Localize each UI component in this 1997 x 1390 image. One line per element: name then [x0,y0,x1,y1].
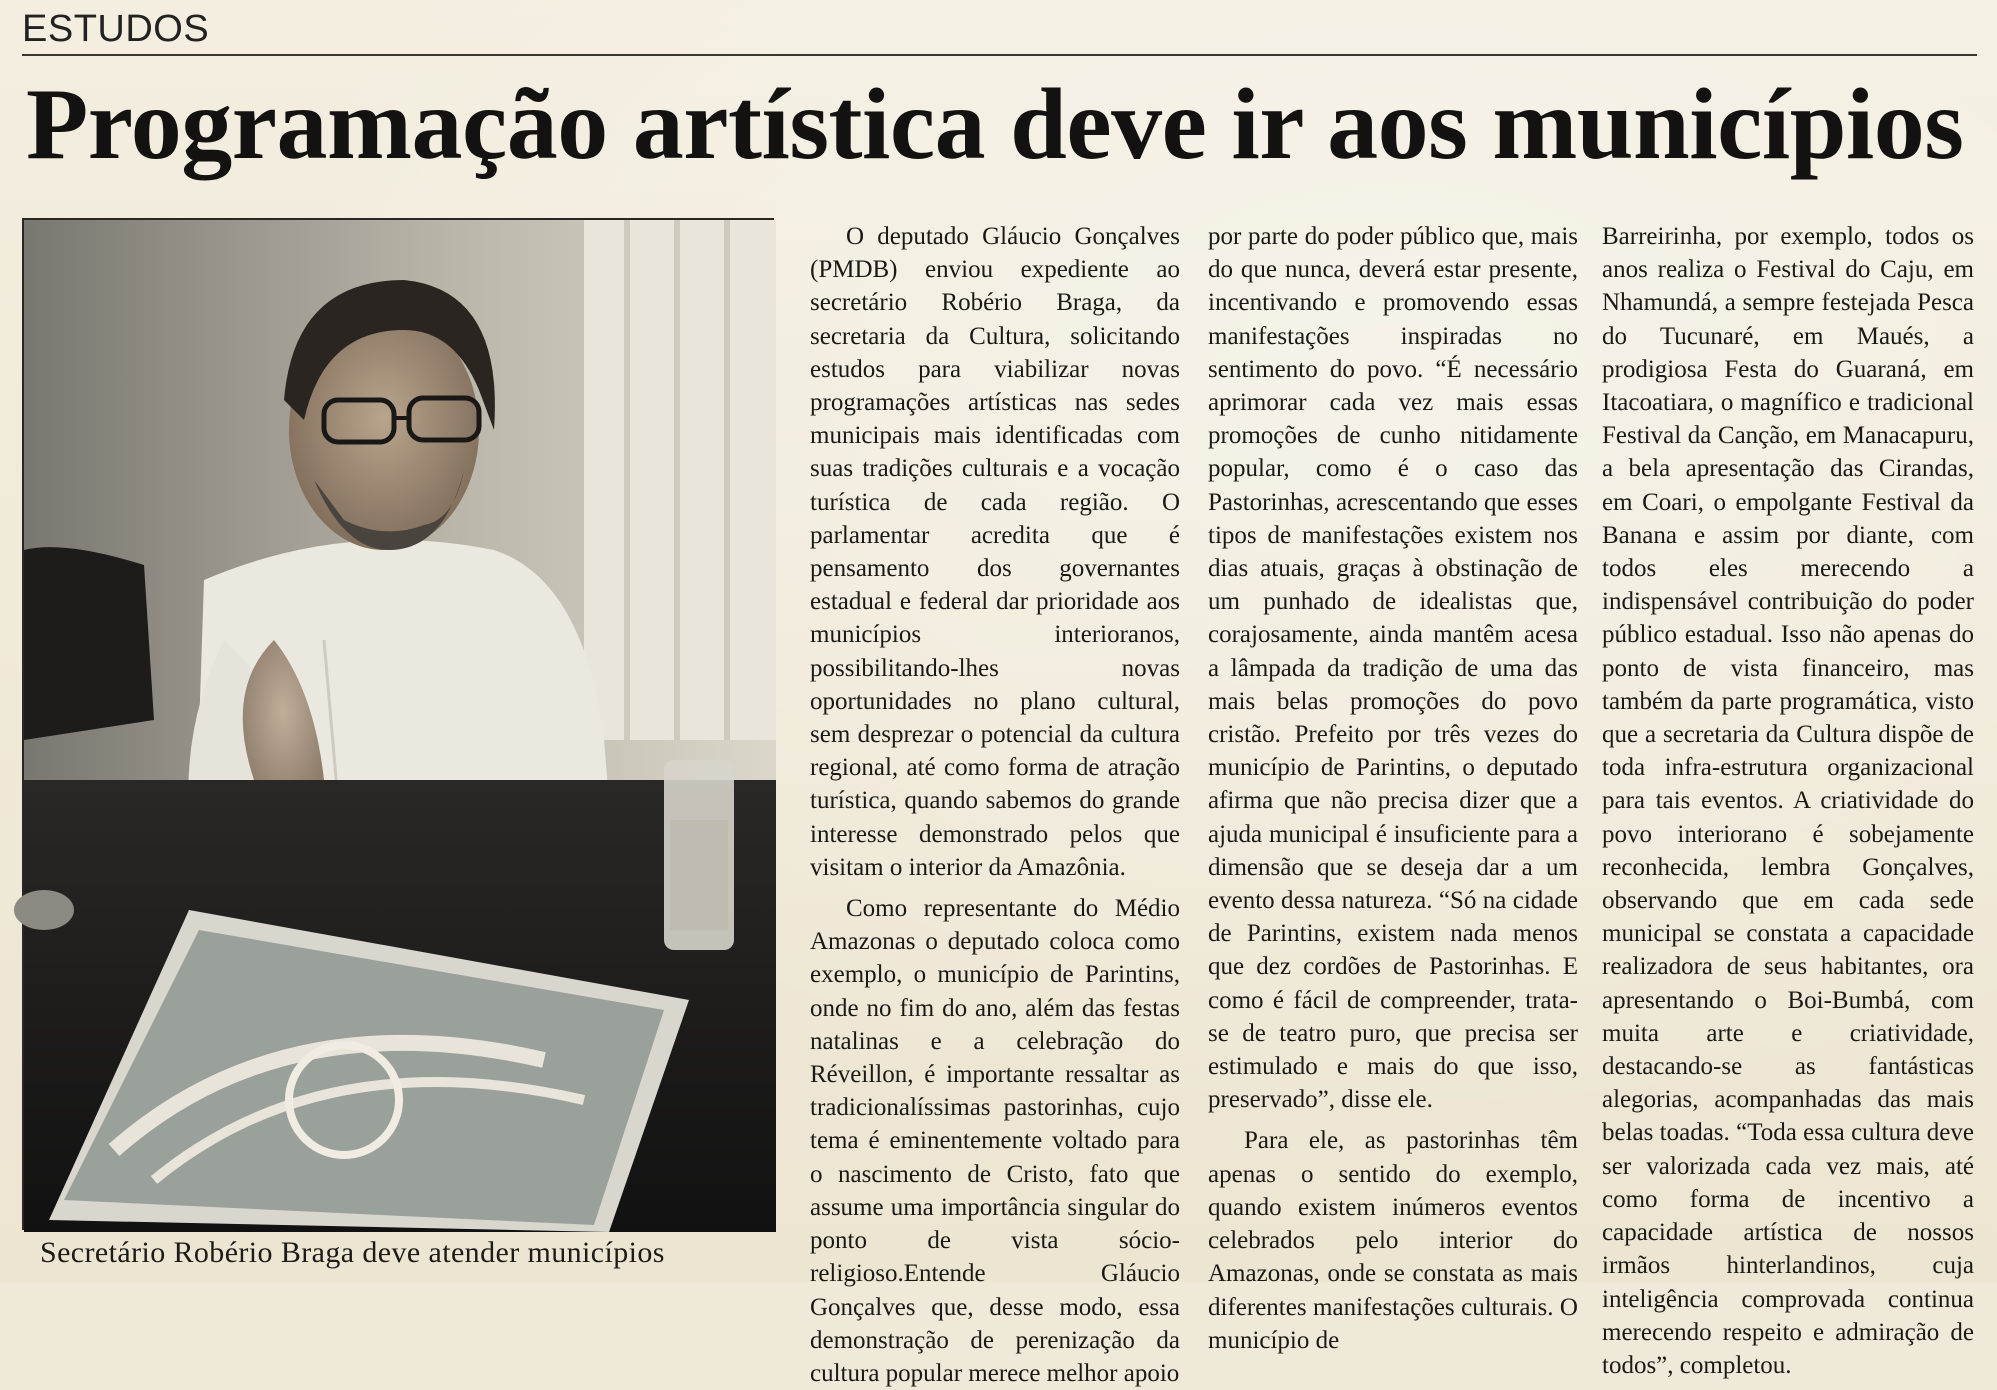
article-paragraph: Barreirinha, por exemplo, todos os anos realiza o Festival do Caju, em Nhamundá, a sempre festejada Pesca do Tucunaré, em Maués, a prodigiosa Festa do Guaraná, em Itacoatiara, o magnífico e tradicional Festival da Canção, em Manacapuru, a bela apresentação das Cirandas, em Coari, o empolgante Festival da Banana e assim por diante, com todos eles merecendo a indispensável contribuição do poder público estadual. Isso não apenas do ponto de vista financeiro, mas também da parte programática, visto que a secretaria da Cultura dispõe de toda infra-estrutura organizacional para tais eventos. A criatividade do povo interiorano é sobejamente reconhecida, lembra Gonçalves, observando que em cada sede municipal se constata a capacidade realizadora de seus habitantes, ora apresentando o Boi-Bumbá, com muita arte e criatividade, destacando-se as fantásticas alegorias, acompanhadas das mais belas toadas. “Toda essa cultura deve ser valorizada cada vez mais, até como forma de incentivo a capacidade artística de nossos irmãos hinterlandinos, cuja inteligência comprovada continua merecendo respeito e admiração de todos”, completou. [1602,223,1974,1379]
article-paragraph: Como representante do Médio Amazonas o deputado coloca como exemplo, o município de Parintins, onde no fim do ano, além das festas natalinas e a celebração do Réveillon, é importante ressaltar as tradicionalíssimas pastorinhas, cujo tema é eminentemente voltado para o nascimento de Cristo, fato que assume uma importância singular do ponto de vista sócio-religioso.Entende Gláucio Gonçalves que, desse modo, essa demonstração de perenização da cultura popular merece melhor apoio [810,895,1180,1387]
article-paragraph: por parte do poder público que, mais do que nunca, deverá estar presente, incentivando e promovendo essas manifestações inspiradas no sentimento do povo. “É necessário aprimorar cada vez mais essas promoções de cunho nitidamente popular, como é o caso das Pastorinhas, acrescentando que esses tipos de manifestações existem nos dias atuais, graças à obstinação de um punhado de idealistas que, corajosamente, ainda mantêm acesa a lâmpada da tradição de uma das mais belas promoções do povo cristão. Prefeito por três vezes do município de Parintins, o deputado afirma que não precisa dizer que a ajuda municipal é insuficiente para a dimensão que se deseja dar a um evento dessa natureza. “Só na cidade de Parintins, existem nada menos que dez cordões de Pastorinhas. E como é fácil de compreender, trata-se de teatro puro, que precisa ser estimulado e mais do que isso, preservado”, disse ele. [1208,223,1578,1114]
article-photo [22,218,774,1230]
article-paragraph: Para ele, as pastorinhas têm apenas o sentido do exemplo, quando existem inúmeros eventos celebrados pelo interior do Amazonas, onde se constata as mais diferentes manifestações culturais. O município de [1208,1127,1578,1354]
headline: Programação artística deve ir aos municípios [26,68,1964,181]
section-rule [22,54,1977,56]
article-column-2 [1208,220,1578,1354]
article-paragraph: O deputado Gláucio Gonçalves (PMDB) enviou expediente ao secretário Robério Braga, da secretaria da Cultura, solicitando estudos para viabilizar novas programações artísticas nas sedes municipais mais identificadas com suas tradições culturais e a vocação turística de cada região. O parlamentar acredita que é pensamento dos governantes estadual e federal dar prioridade aos municípios interioranos, possibilitando-lhes novas oportunidades no plano cultural, sem desprezar o potencial da cultura regional, até como forma de atração turística, quando sabemos do grande interesse demonstrado pelos que visitam o interior da Amazônia. [810,223,1180,881]
photo-man-at-table-icon [24,220,776,1232]
section-label: ESTUDOS [22,8,210,50]
article-column-1 [810,220,1180,1387]
article-column-3 [1602,220,1974,1379]
photo-caption: Secretário Robério Braga deve atender municípios [40,1236,665,1269]
